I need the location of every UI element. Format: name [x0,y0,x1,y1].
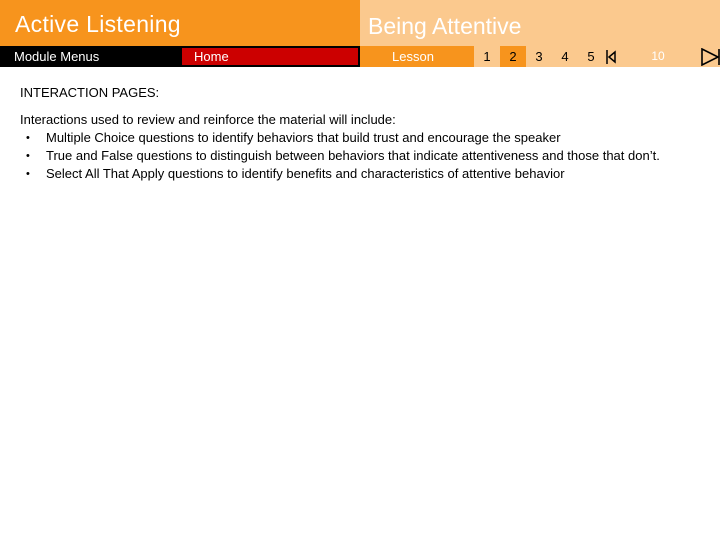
page-4-button[interactable]: 4 [552,46,578,67]
module-menus-button[interactable]: Module Menus [0,46,180,67]
list-item-text: Multiple Choice questions to identify behaviors that build trust and encourage the speaker [46,130,561,145]
content-area [20,85,710,183]
page-5-button[interactable]: 5 [578,46,604,67]
intro-text: Interactions used to review and reinforce the material will include: [20,112,396,127]
list-item [20,147,710,165]
navigation-bar [0,46,720,67]
next-arrow-icon[interactable] [700,48,720,66]
page-2-button[interactable]: 2 [500,46,526,67]
app-title: Active Listening [15,11,181,37]
list-item [20,165,710,183]
home-button[interactable]: Home [180,46,360,67]
list-item-text: True and False questions to distinguish between behaviors that indicate attentiveness and those that don’t. [46,148,660,163]
bullet-icon: • [26,150,30,162]
bullet-icon: • [26,132,30,144]
list-item-text: Select All That Apply questions to identify benefits and characteristics of attentive behavior [46,166,565,181]
total-pages-label: 10 [651,49,665,63]
content-heading: INTERACTION PAGES: [20,85,160,100]
section-title: Being Attentive [368,13,522,39]
bullet-icon: • [26,168,30,180]
previous-arrow-icon[interactable] [606,50,616,64]
list-item [20,129,710,147]
page-1-button[interactable]: 1 [474,46,500,67]
interaction-list [20,129,710,183]
page-3-button[interactable]: 3 [526,46,552,67]
lesson-label: Lesson [360,46,474,67]
